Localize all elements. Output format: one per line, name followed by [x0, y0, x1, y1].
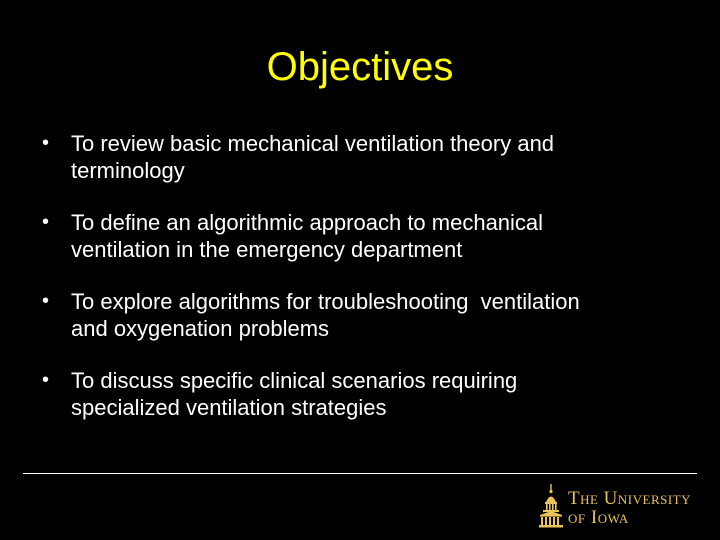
bullet-line: To explore algorithms for troubleshooting ventilation [71, 289, 580, 314]
bullet-line: To define an algorithmic approach to mechanical [71, 210, 544, 235]
bullet-icon: • [42, 132, 50, 154]
bullet-icon: • [42, 369, 50, 391]
bullet-item [40, 209, 700, 263]
logo-line-2: of Iowa [568, 507, 629, 528]
university-logo [536, 484, 701, 530]
bullet-item [40, 288, 700, 342]
bullet-line: To discuss specific clinical scenarios requiring [71, 368, 518, 393]
logo-wordmark [568, 490, 691, 528]
bullet-line: To review basic mechanical ventilation theory and [71, 131, 555, 156]
slide-title: Objectives [266, 45, 454, 89]
logo-line-1: The University [568, 488, 692, 509]
bullet-item [40, 367, 700, 421]
bullet-line: specialized ventilation strategies [71, 395, 387, 420]
footer-divider [23, 473, 697, 474]
bullet-line: ventilation in the emergency department [71, 237, 463, 262]
bullet-line: terminology [71, 158, 185, 183]
bullet-item [40, 130, 700, 184]
bullet-icon: • [42, 211, 50, 233]
bullet-icon: • [42, 290, 50, 312]
bullet-list [40, 130, 700, 446]
old-capitol-dome-icon [538, 484, 564, 528]
bullet-line: and oxygenation problems [71, 316, 330, 341]
